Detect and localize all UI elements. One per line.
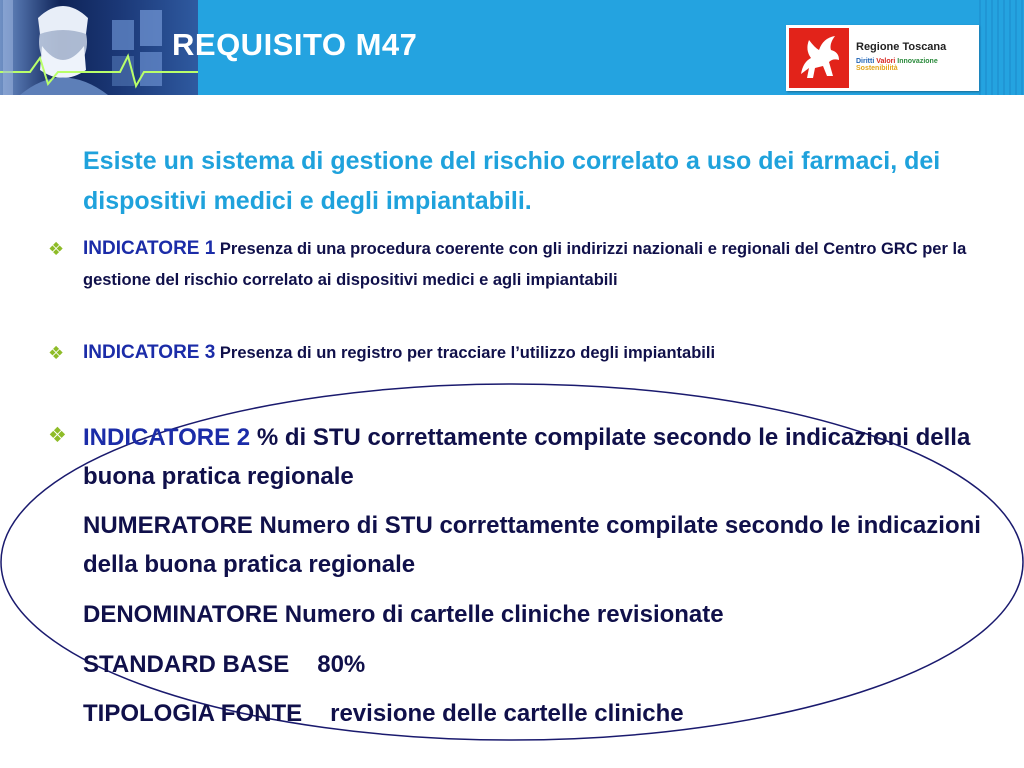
tagline-word: Innovazione: [897, 58, 938, 65]
standard-value: 80%: [317, 651, 366, 678]
header-decoration: [979, 0, 1024, 95]
diamond-bullet-icon: ❖: [48, 239, 65, 259]
indicator-label: INDICATORE 3: [83, 342, 216, 363]
indicator-label: INDICATORE 1: [83, 238, 216, 259]
diamond-bullet-icon: ❖: [48, 424, 67, 447]
tipologia-label: TIPOLOGIA FONTE: [83, 700, 303, 727]
indicator-2-item: [44, 418, 1004, 496]
denominatore-line: DENOMINATORE Numero di cartelle cliniche revisionate: [83, 601, 724, 628]
pegasus-icon: [789, 28, 849, 88]
tipologia-value: revisione delle cartelle cliniche: [330, 700, 684, 727]
tagline-word: Diritti: [856, 58, 875, 65]
page-title: REQUISITO M47: [172, 27, 418, 62]
indicator-label: INDICATORE 2: [83, 424, 251, 451]
standard-base-line: [83, 645, 983, 684]
tipologia-fonte-line: [83, 694, 983, 733]
standard-label: STANDARD BASE: [83, 651, 290, 678]
logo-tagline: [856, 58, 979, 72]
diamond-bullet-icon: ❖: [48, 343, 65, 363]
header-photo: [0, 0, 198, 95]
indicator-3-item: [44, 337, 1004, 369]
tagline-word: Valori: [876, 58, 896, 65]
indicator-text: Presenza di un registro per tracciare l’utilizzo degli impiantabili: [219, 344, 716, 362]
indicator-1-item: [44, 233, 1004, 296]
indicator-text: Presenza di una procedura coerente con gli indirizzi nazionali e regionali del Centro GRC per la gestione del rischio correlato ai dispositivi medici e agli impiantabili: [83, 240, 967, 289]
header-bar: [0, 0, 1024, 95]
regione-toscana-logo: [786, 25, 979, 91]
requirement-description: Esiste un sistema di gestione del rischio correlato a uso dei farmaci, dei dispositivi medici e degli impiantabili.: [83, 147, 941, 215]
numeratore-line: NUMERATORE Numero di STU correttamente compilate secondo le indicazioni della buona pratica regionale: [83, 512, 981, 578]
tagline-word: Sostenibilità: [856, 65, 898, 72]
logo-name: Regione Toscana: [856, 41, 947, 53]
indicator-text: % di STU correttamente compilate secondo le indicazioni della buona pratica regionale: [83, 424, 971, 490]
